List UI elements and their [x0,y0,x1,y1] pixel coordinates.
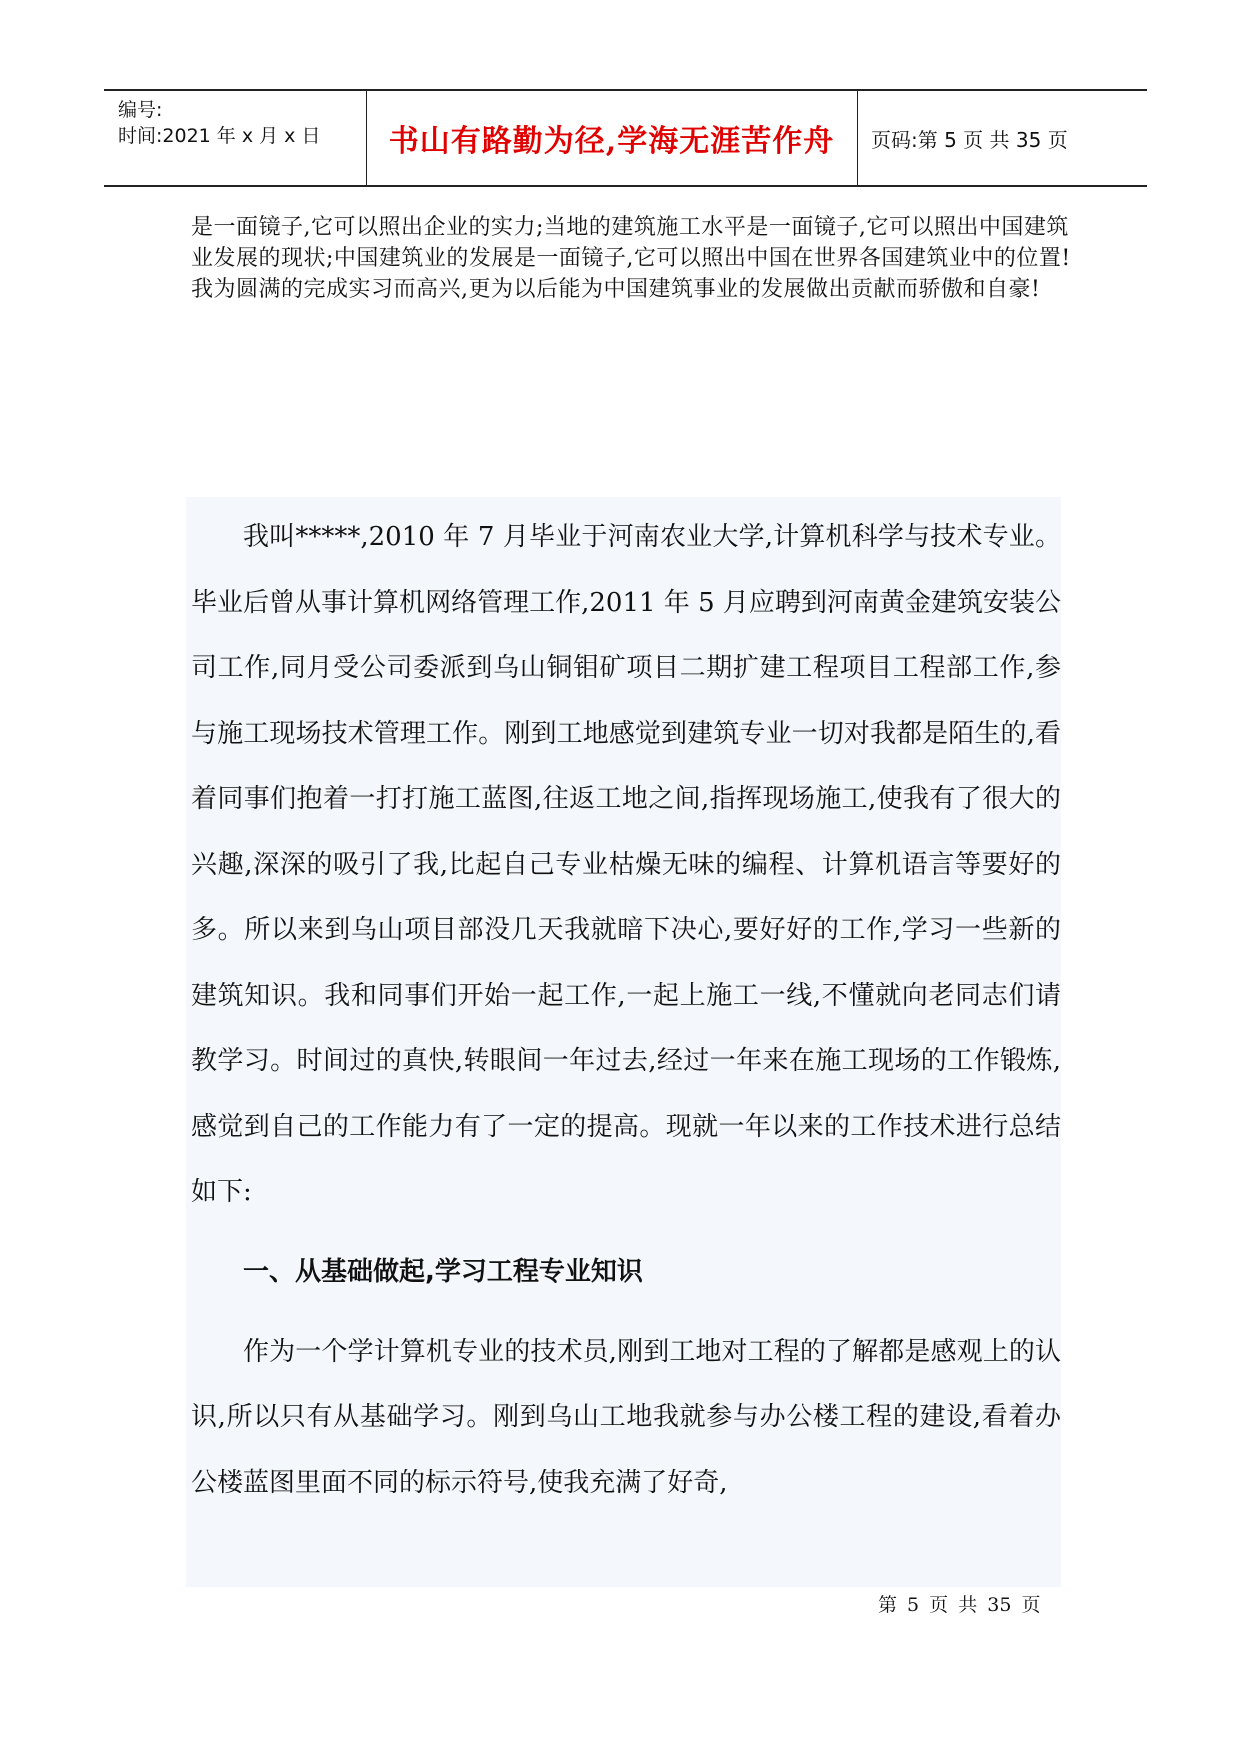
section-heading-1: 一、从基础做起,学习工程专业知识 [243,1256,643,1287]
header-page-cell [857,91,1147,185]
header-motto-cell [366,91,858,185]
motto: 书山有路勤为径,学海无涯苦作舟 [388,124,835,159]
page-footer: 第 5 页 共 35 页 [878,1594,1041,1616]
paragraph-1: 我叫*****,2010 年 7 月毕业于河南农业大学,计算机科学与技术专业。毕业后曾从事计算机网络管理工作,2011 年 5 月应聘到河南黄金建筑安装公司工作,同月受公司委派到乌山铜钼矿项目二期扩建工程项目工程部工作,参与施工现场技术管理工作。刚到工地感觉到建筑专业一切对我都是陌生的,看着同事们抱着一打打施工蓝图,往返工地之间,指挥现场施工,使我有了很大的兴趣,深深的吸引了我,比起自己专业枯燥无味的编程、计算机语言等要好的多。所以来到乌山项目部没几天我就暗下决心,要好好的工作,学习一些新的建筑知识。我和同事们开始一起工作,一起上施工一线,不懂就向老同志们请教学习。时间过的真快,转眼间一年过去,经过一年来在施工现场的工作锻炼,感觉到自己的工作能力有了一定的提高。现就一年以来的工作技术进行总结如下: [191,522,1061,1207]
time-label: 时间:2021 年 x 月 x 日 [118,125,321,147]
document-header [104,89,1147,187]
intro-paragraph [191,212,1071,305]
paragraph-2: 作为一个学计算机专业的技术员,刚到工地对工程的了解都是感观上的认识,所以只有从基础学习。刚到乌山工地我就参与办公楼工程的建设,看着办公楼蓝图里面不同的标示符号,使我充满了好奇, [191,1336,1061,1498]
main-content [191,505,1061,1516]
number-label: 编号: [118,99,163,121]
intro-text: 是一面镜子,它可以照出企业的实力;当地的建筑施工水平是一面镜子,它可以照出中国建筑业发展的现状;中国建筑业的发展是一面镜子,它可以照出中国在世界各国建筑业中的位置!我为圆满的完成实习而高兴,更为以后能为中国建筑事业的发展做出贡献而骄傲和自豪! [191,215,1071,302]
header-info-cell [104,91,367,185]
header-page-label: 页码:第 5 页 共 35 页 [871,127,1068,152]
